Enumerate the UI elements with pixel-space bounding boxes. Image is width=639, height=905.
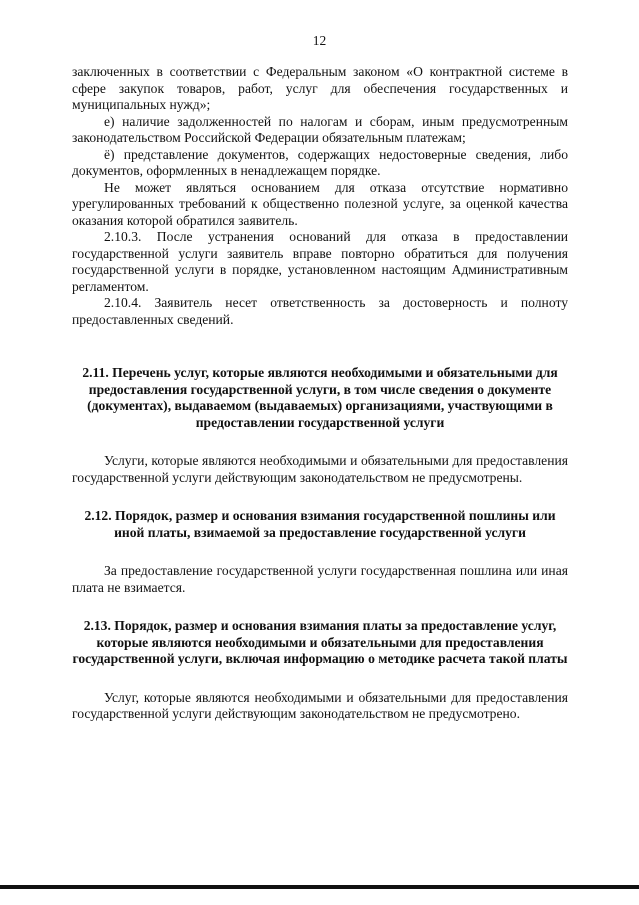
paragraph-tax-debts: е) наличие задолженностей по налогам и сборам, иным предусмотренным законодательством Российской Федерации обязательным платежам; bbox=[72, 113, 568, 145]
section-title-2-13: 2.13. Порядок, размер и основания взимания платы за предоставление услуг, которые являются необходимыми и обязательными для предоставления государственной услуги, включая информацию о методике расчета такой платы bbox=[72, 618, 568, 666]
section-body-2-13: Услуг, которые являются необходимыми и обязательными для предоставления государственной услуги действующим законодательством не предусмотрено. bbox=[72, 689, 568, 721]
document-body bbox=[72, 64, 568, 723]
paragraph-2-10-3: 2.10.3. После устранения оснований для отказа в предоставлении государственной услуги заявитель вправе повторно обратиться для получения государственной услуги в порядке, установленном настоящим Административным регламентом. bbox=[72, 229, 568, 294]
paragraph-no-refusal-basis: Не может являться основанием для отказа отсутствие нормативно урегулированных требований к общественно полезной услуге, за оценкой качества оказания которой обратился заявитель. bbox=[72, 179, 568, 228]
paragraph-contract-system: заключенных в соответствии с Федеральным законом «О контрактной системе в сфере закупок товаров, работ, услуг для обеспечения государственных и муниципальных нужд»; bbox=[72, 64, 568, 112]
page-bottom-rule bbox=[0, 885, 639, 889]
page-number: 12 bbox=[312, 33, 327, 48]
section-title-2-11: 2.11. Перечень услуг, которые являются необходимыми и обязательными для предоставления государственной услуги, в том числе сведения о документе (документах), выдаваемом (выдаваемых) организациями, участвующими в предоставлении государственной услуги bbox=[82, 365, 558, 430]
section-title-2-12: 2.12. Порядок, размер и основания взимания государственной пошлины или иной платы, взимаемой за предоставление государственной услуги bbox=[84, 508, 556, 540]
section-body-2-11: Услуги, которые являются необходимыми и обязательными для предоставления государственной услуги действующим законодательством не предусмотрены. bbox=[72, 453, 568, 485]
section-body-2-12: За предоставление государственной услуги государственная пошлина или иная плата не взимается. bbox=[72, 563, 568, 595]
paragraph-2-10-4: 2.10.4. Заявитель несет ответственность за достоверность и полноту предоставленных сведений. bbox=[72, 295, 568, 327]
paragraph-false-documents: ё) представление документов, содержащих недостоверные сведения, либо документов, оформленных в ненадлежащем порядке. bbox=[72, 146, 568, 178]
